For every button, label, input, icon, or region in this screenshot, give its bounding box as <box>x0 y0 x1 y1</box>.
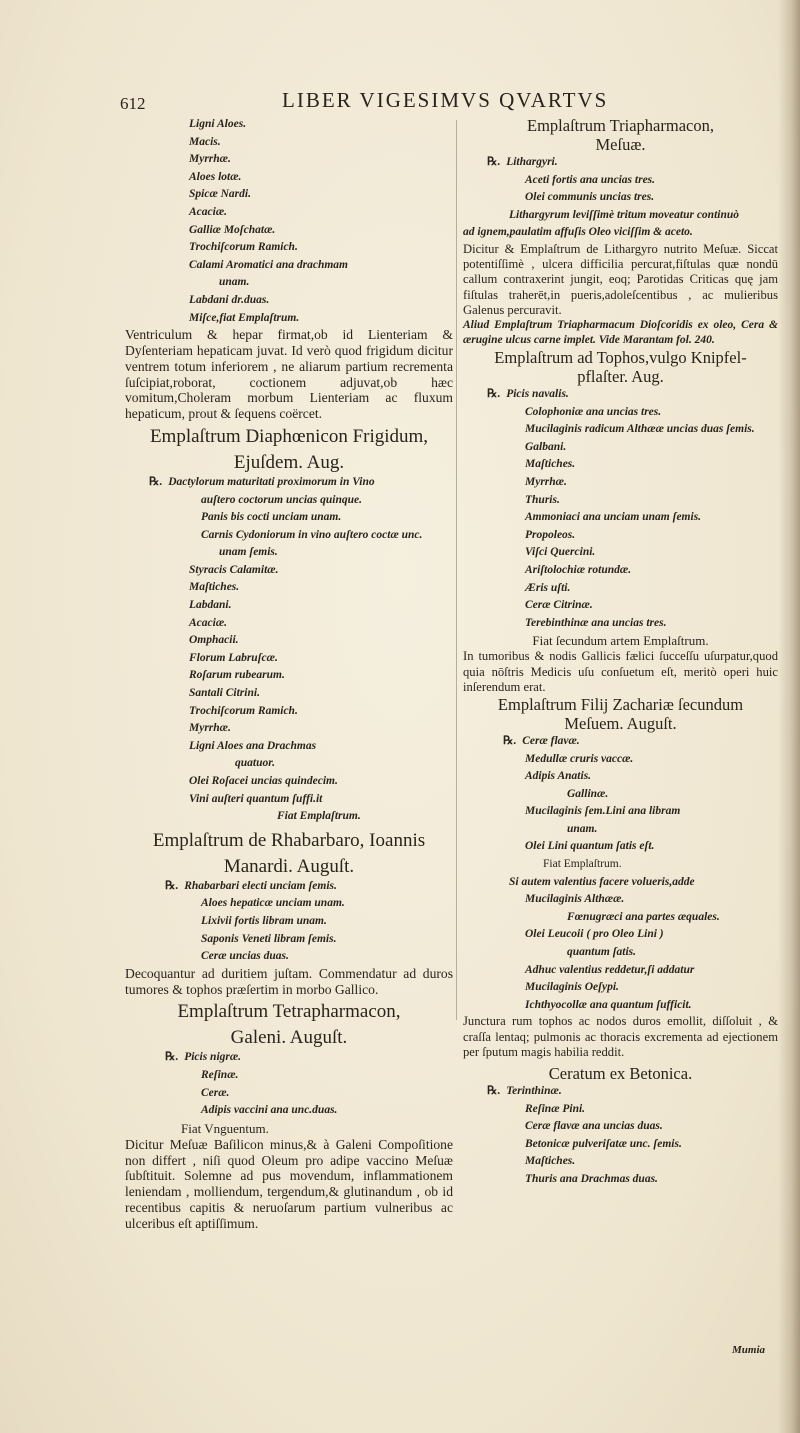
left-column <box>125 116 453 1232</box>
page-edge-shadow <box>778 0 800 1433</box>
recipe-line: Maſtiches. <box>189 581 240 594</box>
recipe-symbol: ℞. <box>149 475 163 488</box>
recipe-symbol: ℞. <box>487 156 501 168</box>
recipe-line: Vini auſteri quantum ſuffi.it <box>189 792 323 805</box>
list-item: Aloes lotæ. <box>189 170 242 183</box>
recipe-line: Ammoniaci ana unciam unam ſemis. <box>525 511 702 524</box>
recipe-line: Ariſtolochiæ rotundæ. <box>525 563 632 576</box>
recipe-line: Ceræ. <box>201 1086 230 1099</box>
recipe-symbol: ℞. <box>165 879 179 892</box>
recipe-line: Fœnugræci ana partes æquales. <box>567 910 720 923</box>
recipe-line: Panis bis cocti unciam unam. <box>201 511 342 524</box>
recipe-line: Mucilaginis Oeſypi. <box>525 981 619 994</box>
section-subheading: Meſuem. Auguſt. <box>564 713 677 733</box>
recipe-line: Omphacii. <box>189 634 239 647</box>
section-heading: Emplaſtrum Triapharmacon, <box>527 116 714 135</box>
recipe-line: ℞. Dactylorum maturitati proximorum in Vino <box>149 475 375 488</box>
recipe-symbol: ℞. <box>165 1051 179 1064</box>
list-item: unam. <box>219 276 250 289</box>
recipe-line: Betonicæ pulveriſatæ unc. ſemis. <box>525 1137 682 1150</box>
recipe-line: Fiat Emplaſtrum. <box>543 858 622 871</box>
recipe-line: Mucilaginis radicum Althææ uncias duas ſemis. <box>525 423 755 436</box>
list-item: Macis. <box>189 135 221 148</box>
recipe-line: Ichthyocollæ ana quantum ſufficit. <box>525 998 692 1011</box>
recipe-line: Lixivii fortis libram unam. <box>201 914 327 927</box>
paragraph: In tumoribus & nodis Gallicis fælici ſucceſſu uſurpatur,quod quia nōſtris Medicis uſu conſuetum eſt, meritò operi huic inſerendum erat. <box>463 649 778 694</box>
recipe-line: Lithargyrum leviſſimè tritum moveatur continuò <box>509 208 740 221</box>
recipe-instruction: Fiat ſecundum artem Emplaſtrum. <box>532 633 709 649</box>
recipe-line: Olei Leucoii ( pro Oleo Lini ) <box>525 928 664 941</box>
recipe-line: Ceræ uncias duas. <box>201 950 289 963</box>
recipe-symbol: ℞. <box>503 734 517 747</box>
recipe-line: Aloes hepaticæ unciam unam. <box>201 897 345 910</box>
recipe-line: Fiat Emplaſtrum. <box>277 810 361 823</box>
recipe-line: auſtero coctorum uncias quinque. <box>201 493 363 506</box>
recipe-line: Myrrhæ. <box>525 475 567 488</box>
recipe-line: Carnis Cydoniorum in vino auſtero coctæ unc. <box>201 528 423 541</box>
recipe-line: Florum Labruſcæ. <box>189 651 278 664</box>
paragraph: Ventriculum & hepar firmat,ob id Lienteriam & Dyſenteriam hepaticam juvat. Id verò quod frigidum dicitur ventrem totum inferiorem , ne aliarum partium recrementa ſuſcipiat,roborat, coctionem adjuvat,ob hæc vomitum,Choleram morbum Lienteriam ac fluxum hepaticum, prout & ſequens coërcet. <box>125 327 453 422</box>
section-heading: Emplaſtrum Tetrapharmacon, <box>177 1001 401 1023</box>
recipe-line: ad ignem,paulatim affuſis Oleo viciſſim & aceto. <box>463 226 693 239</box>
recipe-line: Aceti fortis ana uncias tres. <box>525 173 656 186</box>
section-heading: Emplaſtrum de Rhabarbaro, Ioannis <box>152 829 426 851</box>
list-item: Trochiſcorum Ramich. <box>189 241 298 254</box>
recipe-line: Thuris ana Drachmas duas. <box>525 1172 658 1185</box>
recipe-line: Olei Roſacei uncias quindecim. <box>189 775 338 787</box>
recipe-line: Labdani. <box>189 599 232 612</box>
recipe-line: Maſtiches. <box>525 458 576 471</box>
section-subheading: Meſuæ. <box>595 135 646 154</box>
paragraph: Junctura rum tophos ac nodos duros emollit, diſſoluit , & craſſa lentaq; pulmonis ac thoracis excrementa ad ejectionem per ſputum magis habilia reddit. <box>463 1014 778 1059</box>
recipe-line: Styracis Calamitæ. <box>189 563 279 576</box>
recipe-line: Santali Citrini. <box>189 687 260 700</box>
recipe-line: Terebinthinæ ana uncias tres. <box>525 616 667 629</box>
recipe-line: Galbani. <box>525 440 567 453</box>
recipe-line: Reſinæ. <box>201 1068 239 1081</box>
section-subheading: Manardi. Auguſt. <box>223 855 355 877</box>
recipe-line: Acaciæ. <box>189 616 228 629</box>
section-subheading: Ejuſdem. Aug. <box>233 451 345 473</box>
recipe-line: Gallinæ. <box>567 787 609 800</box>
recipe-instruction: Fiat Vnguentum. <box>181 1120 269 1136</box>
page-number: 612 <box>120 94 146 113</box>
catchword: Mumia <box>732 1344 766 1356</box>
note: Aliud Emplaſtrum Triapharmacum Dioſcoridis ex oleo, Cera & ærugine ulcus carne implet. Vide Marantam fol. 240. <box>463 318 778 346</box>
recipe-line: Medullæ cruris vaccæ. <box>525 752 634 765</box>
recipe-line: Olei communis uncias tres. <box>525 191 655 204</box>
recipe-line: unam. <box>567 822 598 835</box>
recipe-line: Æris uſti. <box>525 581 571 594</box>
section-heading: Emplaſtrum Diaphœnicon Frigidum, <box>149 425 429 447</box>
section-heading: Emplaſtrum ad Tophos,vulgo Knipfel- <box>494 347 747 367</box>
recipe-symbol: ℞. <box>487 1085 501 1098</box>
list-item: Labdani dr.duas. <box>189 293 270 306</box>
recipe-line: Adhuc valentius reddetur,ſi addatur <box>525 963 695 976</box>
right-column <box>463 116 778 1189</box>
recipe-line: unam ſemis. <box>219 546 278 559</box>
paragraph: Dicitur Meſuæ Baſilicon minus,& à Galeni Compoſitione non differt , niſi quod Oleum pro adipe vaccino Meſuæ ſubſtituit. Solemne ad pus movendum, inflammationem leniendam , molliendum, tergendum,& glutinandum , ob id recentibus capitis & neruoſarum partium vulneribus ac ulceribus eſt aptiſſimum. <box>125 1136 453 1231</box>
list-item: Acaciæ. <box>189 205 228 218</box>
recipe-line: ℞. Terinthinæ. <box>487 1085 562 1098</box>
list-item: Miſce,fiat Emplaſtrum. <box>189 311 300 324</box>
list-item: Spicæ Nardi. <box>189 188 251 201</box>
recipe-line: ℞. Picis nigræ. <box>165 1051 242 1064</box>
recipe-line: ℞. Picis navalis. <box>487 387 569 400</box>
recipe-symbol: ℞. <box>487 387 501 400</box>
recipe-line: ℞. Ceræ flavæ. <box>503 734 580 747</box>
list-item: Galliæ Moſchatæ. <box>189 223 276 236</box>
recipe-line: Adipis Anatis. <box>525 770 592 783</box>
running-title: LIBER VIGESIMVS QVARTVS <box>282 88 609 112</box>
recipe-line: Reſinæ Pini. <box>525 1102 586 1115</box>
recipe-line: Myrrhæ. <box>189 722 231 735</box>
recipe-line: Mucilaginis ſem.Lini ana libram <box>525 805 681 818</box>
list-item: Ligni Aloes. <box>189 118 247 130</box>
recipe-line: Ceræ Citrinæ. <box>525 599 593 612</box>
column-divider <box>456 120 457 1020</box>
recipe-line: quatuor. <box>235 757 275 770</box>
list-item: Calami Aromatici ana drachmam <box>189 258 348 271</box>
recipe-line: Si autem valentius facere volueris,adde <box>509 875 695 888</box>
recipe-line: Ceræ flavæ ana uncias duas. <box>525 1120 663 1133</box>
section-heading: Ceratum ex Betonica. <box>548 1064 693 1084</box>
section-subheading: pflaſter. Aug. <box>577 366 664 386</box>
recipe-line: Colophoniæ ana uncias tres. <box>525 405 662 418</box>
paragraph: Dicitur & Emplaſtrum de Lithargyro nutrito Meſuæ. Siccat potentiſſimè , ulcera difficilia percurat,fiſtulas quæ nondū callum contraxerint jungit, eoq; Parotidas Criticas quę jam fiſtulas traherēt,in pueris,adoleſcentibus , ac mulieribus Galenus percuravit. <box>463 241 778 317</box>
recipe-line: Ligni Aloes ana Drachmas <box>189 739 317 752</box>
paragraph: Decoquantur ad duritiem juſtam. Commendatur ad duros tumores & tophos præſertim in morbo Gallico. <box>125 965 453 997</box>
recipe-line: Viſci Quercini. <box>525 546 596 559</box>
recipe-line: Saponis Veneti libram ſemis. <box>201 932 337 945</box>
recipe-line: ℞. Rhabarbari electi unciam ſemis. <box>165 879 337 892</box>
recipe-line: Olei Lini quantum ſatis eſt. <box>525 840 655 853</box>
recipe-line: Adipis vaccini ana unc.duas. <box>201 1104 338 1117</box>
recipe-line: quantum ſatis. <box>567 946 637 959</box>
recipe-line: Thuris. <box>525 493 560 506</box>
page-header <box>120 88 760 118</box>
list-item: Myrrhæ. <box>189 153 231 166</box>
recipe-line: Mucilaginis Althææ. <box>525 893 625 906</box>
recipe-line: Roſarum rubearum. <box>189 669 285 682</box>
section-heading: Emplaſtrum Filij Zachariæ ſecundum <box>497 694 744 714</box>
section-subheading: Galeni. Auguſt. <box>230 1027 348 1049</box>
recipe-line: Propoleos. <box>525 528 576 541</box>
recipe-line: Maſtiches. <box>525 1155 576 1168</box>
recipe-line: Trochiſcorum Ramich. <box>189 704 298 717</box>
recipe-line: ℞. Lithargyri. <box>487 156 558 168</box>
